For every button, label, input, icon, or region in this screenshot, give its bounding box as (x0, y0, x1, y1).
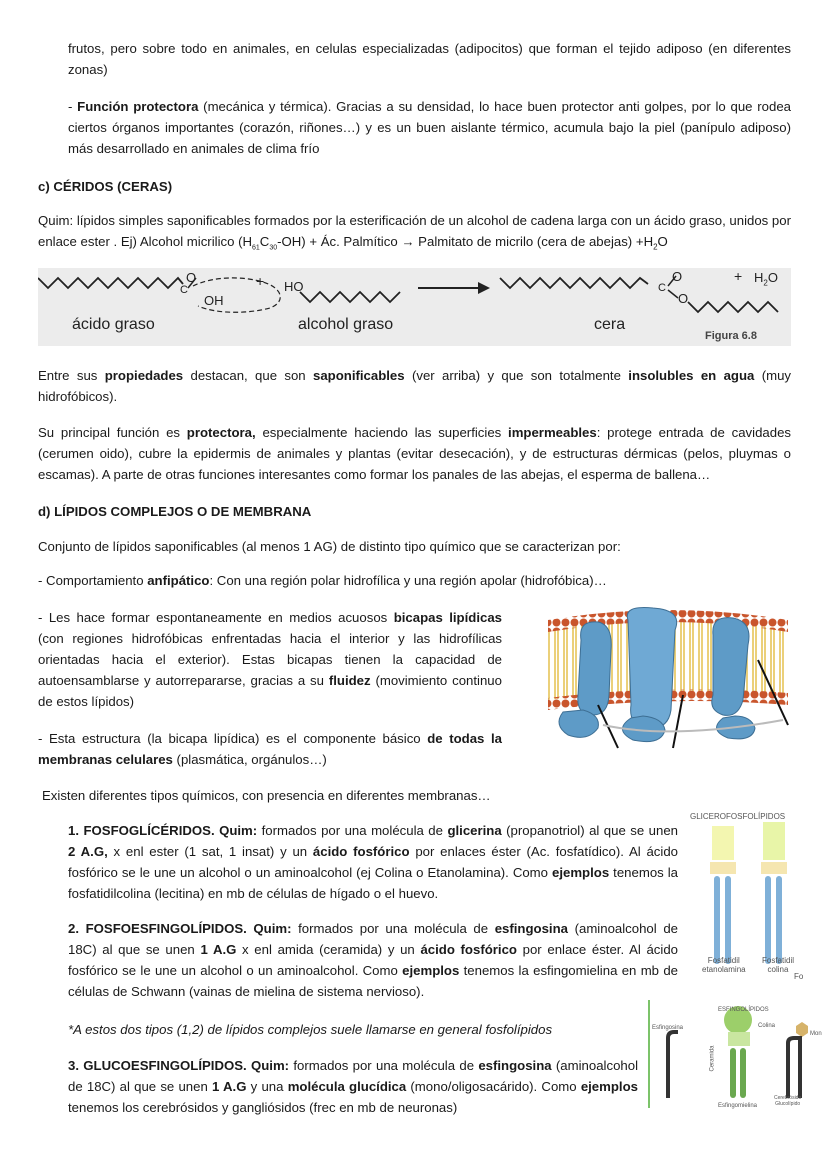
term: esfingosina (494, 921, 568, 936)
sphingolipid-figure (648, 998, 828, 1110)
glycero-molecules (690, 820, 820, 970)
cerebroside-chain (788, 1038, 800, 1098)
alcohol-chain (300, 292, 400, 302)
label-line: Cerebrósido (774, 1095, 802, 1101)
glycero-title: GLICEROFOSFOLÍPIDOS (690, 812, 786, 821)
label-line: Fosfatidil (707, 956, 740, 965)
ceridos-heading: c) CÉRIDOS (CERAS) (38, 179, 173, 194)
text: Entre sus (38, 368, 105, 383)
def-text: -OH) + Ác. Palmítico → Palmitato de micrilo (cera de abejas) +H (277, 234, 654, 249)
item-heading: 2. FOSFOESFINGOLÍPIDOS. Quim: (68, 921, 292, 936)
lipid-bilayer-illustration (543, 600, 793, 750)
def-text: Quim: lípidos simples saponificables formados por la esterificación de un alcohol de cadena larga con un ácido graso, unidos por enlace ester . Ej) Alcohol micrilico (H (38, 213, 791, 249)
label-cut: Fo (794, 972, 804, 981)
acid-chain (38, 278, 183, 288)
glycerophospholipid-figure (690, 806, 820, 986)
esfingosina-label: Esfingosina (652, 1025, 684, 1031)
text: formados por una molécula de (291, 921, 495, 936)
figure-number: Figura 6.8 (705, 330, 757, 342)
intro-text: frutos, pero sobre todo en animales, en celulas especializadas (adipocitos) que forman el tejido adiposo (en diferentes zonas) (68, 41, 791, 77)
graso-word: graso (353, 316, 394, 333)
glycerol-2 (761, 862, 787, 874)
text: (movimiento continuo de estos lípidos) (38, 673, 502, 709)
label-line: Fosfatidil (762, 956, 795, 965)
reaction-arrow-head (478, 282, 490, 294)
protective-function-term: Función protectora (77, 99, 199, 114)
term: bicapas lipídicas (393, 610, 503, 625)
wax-chain-right (688, 302, 778, 312)
label-line: etanolamina (702, 965, 746, 974)
wax-formation-figure (38, 268, 791, 346)
plus-water-sign: + (734, 268, 743, 284)
item-fosfoesfingolipidos (68, 918, 678, 1002)
wax-chain-left (500, 278, 648, 288)
esfingo-title: ESFINGOLÍPIDOS (718, 1007, 769, 1013)
item-heading: 1. FOSFOGLÍCÉRIDOS. Quim: (68, 823, 258, 838)
membrane-structure-paragraph (38, 728, 502, 770)
wax-label: cera (594, 316, 626, 333)
text: tenemos la fosfatidilcolina (lecitina) en mb de células de hígado o el huevo. (68, 865, 678, 901)
tail-2a (765, 876, 771, 964)
text: Su principal función es (38, 425, 187, 440)
tail-2b (776, 876, 782, 964)
text: (propanotriol) al que se unen (501, 823, 678, 838)
term: fluidez (328, 673, 371, 688)
protective-function-paragraph (68, 96, 791, 159)
term: propiedades (104, 368, 184, 383)
amphipathic-paragraph (38, 570, 791, 591)
term: ácido fosfórico (420, 942, 517, 957)
term: saponificables (312, 368, 405, 383)
cerebrosido-label (774, 1095, 801, 1107)
intro-adipose-paragraph (68, 38, 791, 80)
ceridos-function (38, 422, 791, 485)
ho-group-label: HO (284, 279, 304, 294)
protective-function-text: (mecánica y térmica). Gracias a su densidad, lo hace buen protector anti golpes, por lo que rodea ciertos órganos importantes (corazón, riñones…) y es un buen aislante térmico, acumula bajo la piel (panípulo adiposo) más desarrollado en animales de clima frío (68, 99, 792, 156)
oh-group-label: OH (204, 293, 224, 308)
term: molécula glucídica (287, 1079, 407, 1094)
acid-o-label: O (186, 270, 197, 285)
text: (plasmática, orgánulos…) (172, 752, 327, 767)
sugar-hexagon (796, 1022, 808, 1037)
mon-label: Mon (810, 1031, 822, 1037)
text: (muy hidrofóbicos). (38, 368, 792, 404)
term: anfipático (147, 573, 210, 588)
protein-left (578, 622, 611, 715)
subscript: 30 (269, 244, 278, 252)
wax-c-label: C (658, 282, 666, 294)
term: impermeables (508, 425, 597, 440)
water-label (754, 268, 778, 294)
text: (aminoalcohol de 18C) al que se unen (68, 921, 678, 957)
sphingo-body (728, 1032, 750, 1046)
wax-o-label: O (672, 269, 683, 284)
glycerol-1 (710, 862, 736, 874)
colina-label: Colina (758, 1023, 776, 1029)
text: tenemos la esfingomielina en mb de células de Schwann (vainas de mielina de sistema nervioso). (68, 963, 678, 999)
ceramida-label: Ceramida (709, 1045, 716, 1072)
term: ácido fosfórico (312, 844, 410, 859)
sphingo-tail-a (730, 1048, 736, 1098)
text: (con regiones hidrofóbicas enfrentadas hacia el interior y las hidrofílicas orientadas hacia el exterior). Estas bicapas tienen la capacidad de autoensamblarse y autorrepararse, gracias a su (38, 631, 502, 688)
water-o: O (767, 270, 778, 285)
ceridos-definition (38, 210, 791, 259)
item-glucoesfingolipidos (68, 1055, 638, 1118)
term: ejemplos (580, 1079, 638, 1094)
term: protectora, (186, 425, 256, 440)
chemical-types-line: Existen diferentes tipos químicos, con presencia en diferentes membranas… (42, 788, 491, 803)
term: 1 A.G (211, 1079, 247, 1094)
text: (aminoalcohol de 18C) al que se unen (68, 1058, 639, 1094)
term: 1 A.G (200, 942, 237, 957)
item-fosfogliceridos (68, 820, 678, 904)
text: (mono/oligosacárido). Como (406, 1079, 581, 1094)
tail-1b (725, 876, 731, 964)
term: insolubles en agua (628, 368, 755, 383)
text: por enlace éster. Al ácido fosfórico se le une un alcohol o un aminoalcohol. Como (68, 942, 678, 978)
phospholipid-note: *A estos dos tipos (1,2) de lípidos complejos suele llamarse en general fosfolípidos (68, 1022, 553, 1037)
text: (ver arriba) y que son totalmente (404, 368, 629, 383)
esfingosina-hook (668, 1032, 678, 1098)
bilayer-paragraph (38, 607, 502, 712)
term: ejemplos (552, 865, 610, 880)
ceridos-properties (38, 365, 791, 407)
label-colina (762, 956, 794, 974)
text: y una (246, 1079, 288, 1094)
protein-bottom-left (559, 710, 598, 737)
alcohol-label (298, 314, 393, 335)
term: 2 A.G, (68, 844, 108, 859)
term: esfingosina (478, 1058, 552, 1073)
subscript: 2 (653, 242, 658, 252)
complejos-heading: d) LÍPIDOS COMPLEJOS O DE MEMBRANA (38, 504, 312, 519)
acid-c-label: C (180, 284, 188, 296)
term: glicerina (447, 823, 502, 838)
text: destacan, que son (183, 368, 313, 383)
def-text: O (657, 234, 668, 249)
text: - Les hace formar espontaneamente en medios acuosos (38, 610, 394, 625)
wax-ester-o-label: O (678, 291, 689, 306)
def-text: C (259, 234, 270, 249)
protein-center (627, 608, 676, 729)
text: tenemos los cerebrósidos y gangliósidos (frec en mb de neuronas) (68, 1100, 458, 1115)
esfingomielina-label: Esfingomielina (718, 1103, 758, 1109)
label-etanolamina (702, 956, 746, 974)
head-2 (763, 822, 785, 860)
term: ejemplos (402, 963, 460, 978)
subscript: 61 (252, 244, 260, 252)
text: especialmente haciendo las superficies (255, 425, 509, 440)
text: formados por una molécula de (257, 823, 448, 838)
tail-1a (714, 876, 720, 964)
wax-ester-bond (668, 290, 678, 298)
water-h: H (754, 270, 764, 285)
water-sub: 2 (763, 278, 768, 288)
text: formados por una molécula de (289, 1058, 479, 1073)
plus-sign: + (256, 273, 265, 289)
text: x enl amida (ceramida) y un (236, 942, 421, 957)
acid-label: ácido graso (72, 316, 155, 333)
text: : Con una región polar hidrofílica y una región apolar (hidrofóbica)… (209, 573, 607, 588)
text: x enl ester (1 sat, 1 insat) y un (107, 844, 313, 859)
complejos-intro: Conjunto de lípidos saponificables (al menos 1 AG) de distinto tipo químico que se caracterizan por: (38, 539, 621, 554)
text: por enlaces éster (Ac. fosfatídico). Al ácido fosfórico se le une un alcohol o un aminoalcohol (ej Colina o Etanolamina). Como (68, 844, 678, 880)
head-1 (712, 826, 734, 860)
text: - Esta estructura (la bicapa lipídica) es el componente básico (38, 731, 428, 746)
alcohol-word: alcohol (298, 316, 354, 333)
text: - Comportamiento (38, 573, 148, 588)
item-heading: 3. GLUCOESFINGOLÍPIDOS. Quim: (68, 1058, 290, 1073)
label-line: colina (767, 965, 789, 974)
lead-dash: - (68, 99, 78, 114)
filament-2 (673, 695, 683, 748)
label-line: Glucolípido (775, 1101, 801, 1107)
sphingo-tail-b (740, 1048, 746, 1098)
text: : protege entrada de cavidades (cerumen oido), cubre la epidermis de animales y plantas (evitar desecación), y de estructuras dérmicas (pelos, pluymas o escamas). A parte de otras funciones interesantes como formar los panales de las abejas, el esperma de ballena… (38, 425, 792, 482)
term: de todas la membranas celulares (38, 731, 502, 767)
